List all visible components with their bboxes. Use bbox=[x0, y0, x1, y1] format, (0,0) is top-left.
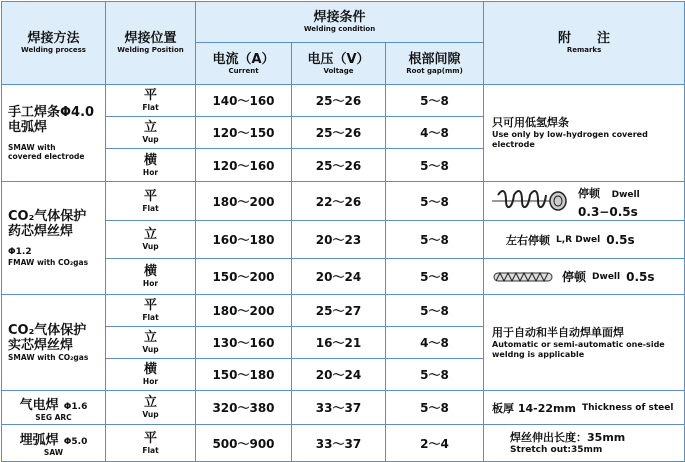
remark-fmaw-hor-cn: 停顿 bbox=[562, 270, 587, 284]
process-saw-en: SAW bbox=[43, 448, 64, 457]
voltage-value: 22～26 bbox=[292, 182, 386, 221]
position-cell bbox=[106, 85, 196, 117]
header-remarks bbox=[484, 2, 685, 85]
position-cn: 立 bbox=[143, 330, 157, 345]
voltage-value: 20～23 bbox=[292, 221, 386, 259]
process-co2-solid bbox=[2, 295, 106, 391]
current-value: 500～900 bbox=[196, 425, 292, 462]
header-voltage-cn: 电压（V） bbox=[307, 51, 370, 67]
position-cell bbox=[106, 221, 196, 259]
process-saw-diameter: Φ5.0 bbox=[63, 437, 88, 447]
position-en: Vup bbox=[142, 410, 159, 419]
position-cell bbox=[106, 425, 196, 462]
position-en: Flat bbox=[142, 445, 159, 455]
remark-co2-solid bbox=[484, 295, 685, 391]
remark-fmaw-hor bbox=[484, 259, 685, 295]
position-cell bbox=[106, 327, 196, 359]
table-row bbox=[2, 425, 685, 462]
position-cn: 立 bbox=[143, 120, 157, 135]
position-cn: 平 bbox=[143, 188, 157, 204]
weave-spiral-icon bbox=[492, 190, 572, 212]
current-value: 150～200 bbox=[196, 259, 292, 295]
voltage-value: 25～27 bbox=[292, 295, 386, 327]
process-seg-arc-cn: 气电焊 bbox=[19, 397, 59, 413]
process-co2-solid-cn-1: CO₂气体保护 bbox=[8, 323, 87, 338]
process-saw bbox=[2, 425, 106, 462]
voltage-value: 25～26 bbox=[292, 117, 386, 149]
root-gap-value: 5～8 bbox=[386, 359, 484, 391]
remark-saw-en: Stretch out:35mm bbox=[510, 445, 603, 455]
position-cn: 立 bbox=[143, 227, 157, 242]
header-condition-cn: 焊接条件 bbox=[313, 10, 366, 25]
voltage-value: 20～24 bbox=[292, 359, 386, 391]
position-en: Hor bbox=[142, 279, 159, 288]
remark-saw bbox=[484, 425, 685, 462]
position-cn: 横 bbox=[143, 362, 157, 377]
process-smaw-en-1: SMAW with bbox=[8, 143, 56, 152]
position-en: Flat bbox=[142, 313, 159, 322]
header-position-cn: 焊接位置 bbox=[124, 31, 177, 46]
root-gap-value: 5～8 bbox=[386, 221, 484, 259]
table-row bbox=[2, 295, 685, 327]
remark-seg-arc-en: Thickness of steel bbox=[581, 402, 674, 413]
header-process-cn: 焊接方法 bbox=[27, 31, 80, 46]
header-remarks-cn: 附 注 bbox=[558, 31, 611, 46]
current-value: 180～200 bbox=[196, 295, 292, 327]
position-cn: 横 bbox=[143, 152, 157, 168]
root-gap-value: 2～4 bbox=[386, 425, 484, 462]
current-value: 160～180 bbox=[196, 221, 292, 259]
process-seg-arc-en: SEG ARC bbox=[35, 412, 72, 422]
remark-co2-solid-en: Automatic or semi-automatic one-side weldng is applicable bbox=[492, 339, 665, 359]
position-en: Hor bbox=[142, 167, 159, 177]
header-current-en: Current bbox=[228, 66, 259, 75]
remark-fmaw-vup-en: L,R Dwel bbox=[556, 234, 601, 245]
voltage-value: 20～24 bbox=[292, 259, 386, 295]
remark-smaw-en: Use only by low-hydrogen covered electrode bbox=[492, 130, 648, 149]
remark-seg-arc bbox=[484, 391, 685, 425]
root-gap-value: 5～8 bbox=[386, 85, 484, 117]
remark-seg-arc-cn: 板厚 14-22mm bbox=[492, 401, 576, 415]
voltage-value: 33～37 bbox=[292, 425, 386, 462]
position-cn: 立 bbox=[143, 395, 157, 410]
process-smaw-cn: 手工焊条Φ4.0电弧焊 bbox=[8, 105, 95, 135]
welding-conditions-table bbox=[1, 1, 685, 462]
current-value: 120～160 bbox=[196, 149, 292, 182]
position-cell bbox=[106, 295, 196, 327]
root-gap-value: 5～8 bbox=[386, 259, 484, 295]
position-cell bbox=[106, 117, 196, 149]
root-gap-value: 4～8 bbox=[386, 327, 484, 359]
header-process bbox=[2, 2, 106, 85]
process-co2-solid-en: SMAW with CO₂gas bbox=[8, 353, 89, 362]
weave-zigzag-icon bbox=[492, 269, 556, 285]
remark-smaw-cn: 只可用低氢焊条 bbox=[492, 116, 570, 129]
current-value: 180～200 bbox=[196, 182, 292, 221]
process-fmaw-en: FMAW with CO₂gas bbox=[8, 258, 89, 267]
position-cn: 平 bbox=[143, 430, 157, 446]
remark-fmaw-vup-time: 0.5s bbox=[606, 232, 635, 247]
remark-fmaw-flat-time: 0.3−0.5s bbox=[578, 205, 638, 219]
remark-fmaw-flat-en: Dwell bbox=[611, 190, 640, 200]
position-en: Flat bbox=[142, 103, 159, 112]
current-value: 120～150 bbox=[196, 117, 292, 149]
header-root-gap-cn: 根部间隙 bbox=[408, 51, 461, 67]
header-current bbox=[196, 43, 292, 85]
position-cell bbox=[106, 182, 196, 221]
position-cell bbox=[106, 391, 196, 425]
root-gap-value: 4～8 bbox=[386, 117, 484, 149]
table-row bbox=[2, 391, 685, 425]
process-smaw-en-2: covered electrode bbox=[8, 152, 85, 161]
root-gap-value: 5～8 bbox=[386, 182, 484, 221]
header-position bbox=[106, 2, 196, 85]
table-row bbox=[2, 182, 685, 221]
remark-smaw bbox=[484, 85, 685, 182]
remark-fmaw-flat-cn: 停顿 bbox=[578, 187, 601, 200]
voltage-value: 16～21 bbox=[292, 327, 386, 359]
header-condition-en: Welding condition bbox=[303, 25, 376, 33]
current-value: 130～160 bbox=[196, 327, 292, 359]
position-cn: 平 bbox=[143, 88, 157, 103]
header-root-gap bbox=[386, 43, 484, 85]
process-fmaw-cn-2: 药芯焊丝焊 bbox=[8, 224, 74, 239]
process-co2-solid-cn-2: 实芯焊丝焊 bbox=[8, 338, 74, 353]
position-en: Vup bbox=[142, 135, 159, 144]
remark-saw-cn: 焊丝伸出长度：35mm bbox=[510, 431, 626, 444]
root-gap-value: 5～8 bbox=[386, 295, 484, 327]
voltage-value: 25～26 bbox=[292, 149, 386, 182]
position-en: Vup bbox=[142, 345, 159, 354]
process-saw-cn: 埋弧焊 bbox=[19, 433, 59, 448]
current-value: 150～180 bbox=[196, 359, 292, 391]
header-voltage-en: Voltage bbox=[323, 66, 354, 75]
remark-fmaw-vup-cn: 左右停顿 bbox=[506, 233, 551, 247]
remark-fmaw-flat bbox=[484, 182, 685, 221]
position-cell bbox=[106, 359, 196, 391]
header-current-cn: 电流（A） bbox=[212, 51, 275, 67]
remark-co2-solid-cn: 用于自动和半自动焊单面焊 bbox=[492, 325, 625, 339]
current-value: 140～160 bbox=[196, 85, 292, 117]
position-en: Vup bbox=[142, 242, 159, 251]
position-en: Hor bbox=[142, 377, 159, 386]
root-gap-value: 5～8 bbox=[386, 149, 484, 182]
process-fmaw bbox=[2, 182, 106, 295]
position-cn: 平 bbox=[143, 298, 157, 313]
header-position-en: Welding Position bbox=[117, 46, 184, 54]
header-process-en: Welding process bbox=[21, 46, 86, 54]
position-cell bbox=[106, 259, 196, 295]
process-seg-arc-diameter: Φ1.6 bbox=[63, 401, 88, 412]
remark-fmaw-hor-en: Dwell bbox=[592, 271, 621, 282]
voltage-value: 33～37 bbox=[292, 391, 386, 425]
process-fmaw-cn-1: CO₂气体保护 bbox=[8, 209, 87, 224]
position-cn: 横 bbox=[143, 264, 157, 279]
table-row bbox=[2, 85, 685, 117]
voltage-value: 25～26 bbox=[292, 85, 386, 117]
header-voltage bbox=[292, 43, 386, 85]
process-seg-arc bbox=[2, 391, 106, 425]
remark-fmaw-vup bbox=[484, 221, 685, 259]
header-condition bbox=[196, 2, 484, 43]
current-value: 320～380 bbox=[196, 391, 292, 425]
header-remarks-en: Remarks bbox=[566, 46, 602, 54]
position-cell bbox=[106, 149, 196, 182]
process-smaw bbox=[2, 85, 106, 182]
position-en: Flat bbox=[142, 203, 159, 213]
root-gap-value: 5～8 bbox=[386, 391, 484, 425]
process-fmaw-diameter: Φ1.2 bbox=[8, 247, 32, 257]
header-root-gap-en: Root gap(mm) bbox=[406, 66, 463, 75]
remark-fmaw-hor-time: 0.5s bbox=[626, 269, 655, 284]
